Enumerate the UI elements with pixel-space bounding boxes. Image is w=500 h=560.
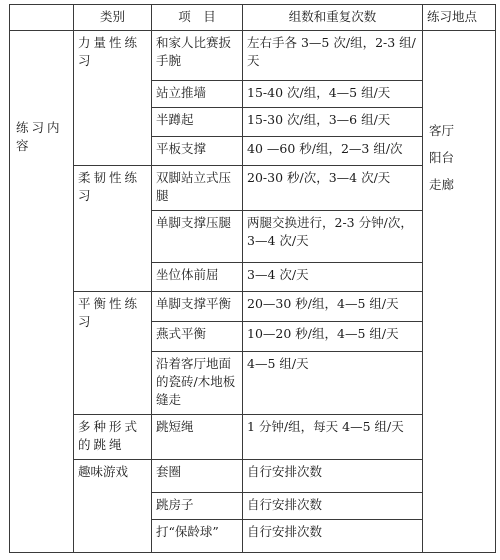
category-cell: 柔韧性练习 — [74, 165, 152, 291]
reps-cell: 左右手各 3—5 次/组，2-3 组/天 — [243, 30, 423, 80]
item-cell: 打“保龄球” — [152, 519, 243, 552]
reps-cell: 自行安排次数 — [243, 492, 423, 519]
item-cell: 套圈 — [152, 459, 243, 492]
reps-cell: 15-30 次/组，3—6 组/天 — [243, 107, 423, 136]
reps-cell: 4—5 组/天 — [243, 351, 423, 414]
item-cell: 沿着客厅地面的瓷砖/木地板缝走 — [152, 351, 243, 414]
item-cell: 跳短绳 — [152, 415, 243, 460]
reps-cell: 3—4 次/天 — [243, 262, 423, 291]
item-cell: 和家人比赛扳手腕 — [152, 30, 243, 80]
table-row — [10, 30, 496, 80]
item-cell: 平板支撑 — [152, 136, 243, 165]
reps-cell: 10—20 秒/组，4—5 组/天 — [243, 321, 423, 351]
category-cell: 多种形式的跳绳 — [74, 415, 152, 460]
place-balcony: 阳台 — [429, 149, 455, 165]
item-cell: 坐位体前屈 — [152, 262, 243, 291]
reps-cell: 20—30 秒/组，4—5 组/天 — [243, 291, 423, 321]
item-cell: 跳房子 — [152, 492, 243, 519]
category-cell: 平衡性练习 — [74, 291, 152, 414]
item-cell: 双脚站立式压腿 — [152, 165, 243, 211]
reps-cell: 两腿交换进行，2-3 分钟/次，3—4 次/天 — [243, 211, 423, 263]
category-cell: 趣味游戏 — [74, 459, 152, 552]
reps-cell: 20-30 秒/次，3—4 次/天 — [243, 165, 423, 211]
header-place: 练习地点 — [423, 5, 496, 31]
header-row — [10, 5, 496, 31]
place-corridor: 走廊 — [429, 176, 455, 192]
header-item: 项 目 — [152, 5, 243, 31]
header-blank — [10, 5, 74, 31]
reps-cell: 自行安排次数 — [243, 519, 423, 552]
reps-cell: 15-40 次/组，4—5 组/天 — [243, 80, 423, 107]
reps-cell: 40 —60 秒/组，2—3 组/次 — [243, 136, 423, 165]
training-table — [9, 4, 496, 553]
category-cell: 力量性练习 — [74, 30, 152, 165]
reps-cell: 自行安排次数 — [243, 459, 423, 492]
header-category: 类别 — [74, 5, 152, 31]
item-cell: 单脚支撑压腿 — [152, 211, 243, 263]
item-cell: 单脚支撑平衡 — [152, 291, 243, 321]
header-reps: 组数和重复次数 — [243, 5, 423, 31]
item-cell: 站立推墙 — [152, 80, 243, 107]
reps-cell: 1 分钟/组，每天 4—5 组/天 — [243, 415, 423, 460]
place-cell — [423, 30, 496, 552]
place-living-room: 客厅 — [429, 122, 455, 138]
item-cell: 半蹲起 — [152, 107, 243, 136]
scope-cell: 练习内容 — [10, 30, 74, 552]
item-cell: 燕式平衡 — [152, 321, 243, 351]
